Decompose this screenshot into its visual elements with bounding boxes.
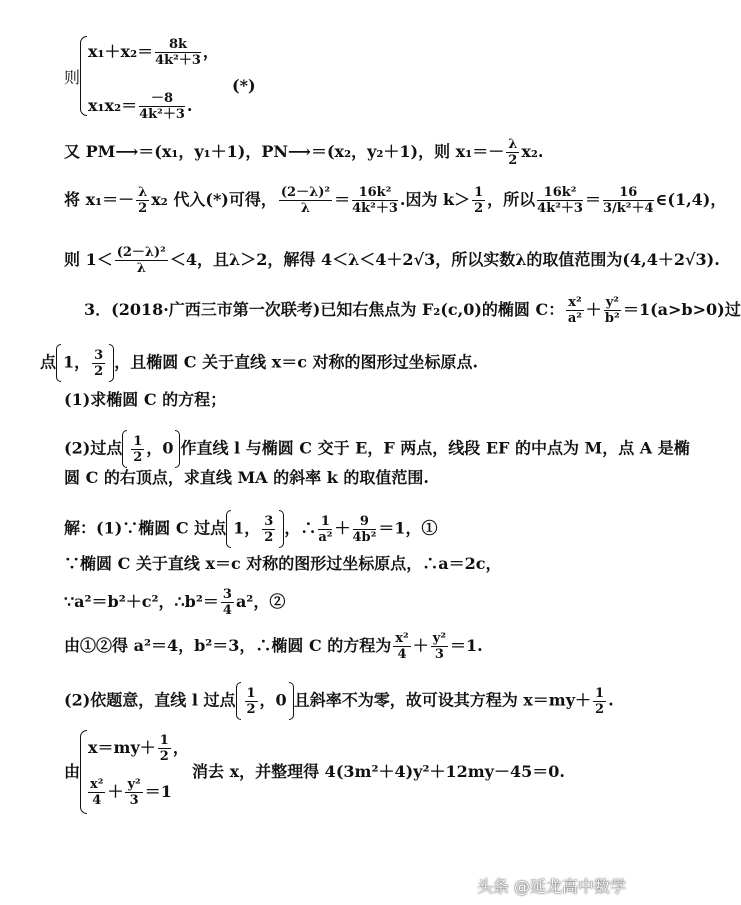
solution-line-1: 解：(1)∵椭圆 C 过点 1， $\frac{3}{2}$ ，∴ $\frac{1}{\text{a²}}$ ＋ $\frac{9}{\text{4b²}}$ ＝1，① <box>64 510 437 548</box>
range-line: 则 1＜ $\frac{\text{(2－λ)²}}{\lambda}$ ＜4，且λ＞2，解得 4＜λ＜4＋2√3，所以实数λ的取值范围为(4,4＋2√3). <box>64 245 720 276</box>
question-3-stem: 3．(2018·广西三市第一次联考)已知右焦点为 F₂(c,0)的椭圆 C： $\frac{\text{x²}}{\text{a²}}$ ＋ $\frac{\text{y²}}{\text{b²}}$ ＝1(a>b>0)过 <box>84 295 741 326</box>
system-brace <box>80 36 87 116</box>
substitution-line: 将 x₁＝－ $\frac{\lambda}{2}$ x₂ 代入(*)可得， $\frac{\text{(2－λ)²}}{\lambda}$ ＝ $\frac{\text{16k²}}{\text{4k²＋3}}$ .因为 k＞ $\frac{1}{2}$ ，所以 $\frac{\text{16k²}}{\text{4k²＋3}}$ ＝ $\frac{16}{\text{3/k²＋4}}$ ∈(1,4)， <box>64 185 727 216</box>
system2-eq-2: $\frac{\text{x²}}{4}$ ＋ $\frac{\text{y²}}{3}$ ＝1 <box>90 777 172 808</box>
system2-result: 消去 x，并整理得 4(3m²＋4)y²＋12my－45＝0. <box>192 762 565 781</box>
question-3-point: 点 1， $\frac{3}{2}$ ，且椭圆 C 关于直线 x＝c 对称的图形过坐标原点. <box>40 344 478 382</box>
solution-line-4: 由①②得 a²＝4，b²＝3，∴椭圆 C 的方程为 $\frac{\text{x²}}{4}$ ＋ $\frac{\text{y²}}{3}$ ＝1. <box>64 631 483 662</box>
system2-label-you: 由 <box>64 762 81 781</box>
question-3-part-2: (2)过点 $\frac{1}{2}$ ，0 作直线 l 与椭圆 C 交于 E，F 两点，线段 EF 的中点为 M，点 A 是椭 <box>64 430 690 468</box>
eq-sum: x₁＋x₂＝ $\frac{8k}{\text{4k²＋3}}$ ， <box>88 37 219 68</box>
system-label-ze: 则 <box>64 68 81 87</box>
vector-line: 又 PM⟶＝(x₁，y₁＋1)，PN⟶＝(x₂，y₂＋1)，则 x₁＝－ $\frac{\lambda}{2}$ x₂. <box>64 137 544 168</box>
watermark-text: 头条 @延龙高中数学 <box>476 877 626 896</box>
system2-eq-1: x＝my＋ $\frac{1}{2}$ ， <box>88 733 189 764</box>
question-3-part-2-cont: 圆 C 的右顶点，求直线 MA 的斜率 k 的取值范围. <box>64 468 429 487</box>
question-3-part-1: (1)求椭圆 C 的方程； <box>64 390 227 409</box>
solution-line-2: ∵椭圆 C 关于直线 x＝c 对称的图形过坐标原点，∴a＝2c， <box>64 554 502 573</box>
solution-line-5: (2)依题意，直线 l 过点 $\frac{1}{2}$ ，0 且斜率不为零，故可设其方程为 x＝my＋ $\frac{1}{2}$ . <box>64 682 614 720</box>
star-label: (*) <box>232 76 256 95</box>
eq-product: x₁x₂＝ $\frac{-8}{\text{4k²＋3}}$ . <box>88 91 193 122</box>
solution-line-3: ∵a²＝b²＋c²，∴b²＝ $\frac{3}{4}$ a²，② <box>64 587 286 618</box>
